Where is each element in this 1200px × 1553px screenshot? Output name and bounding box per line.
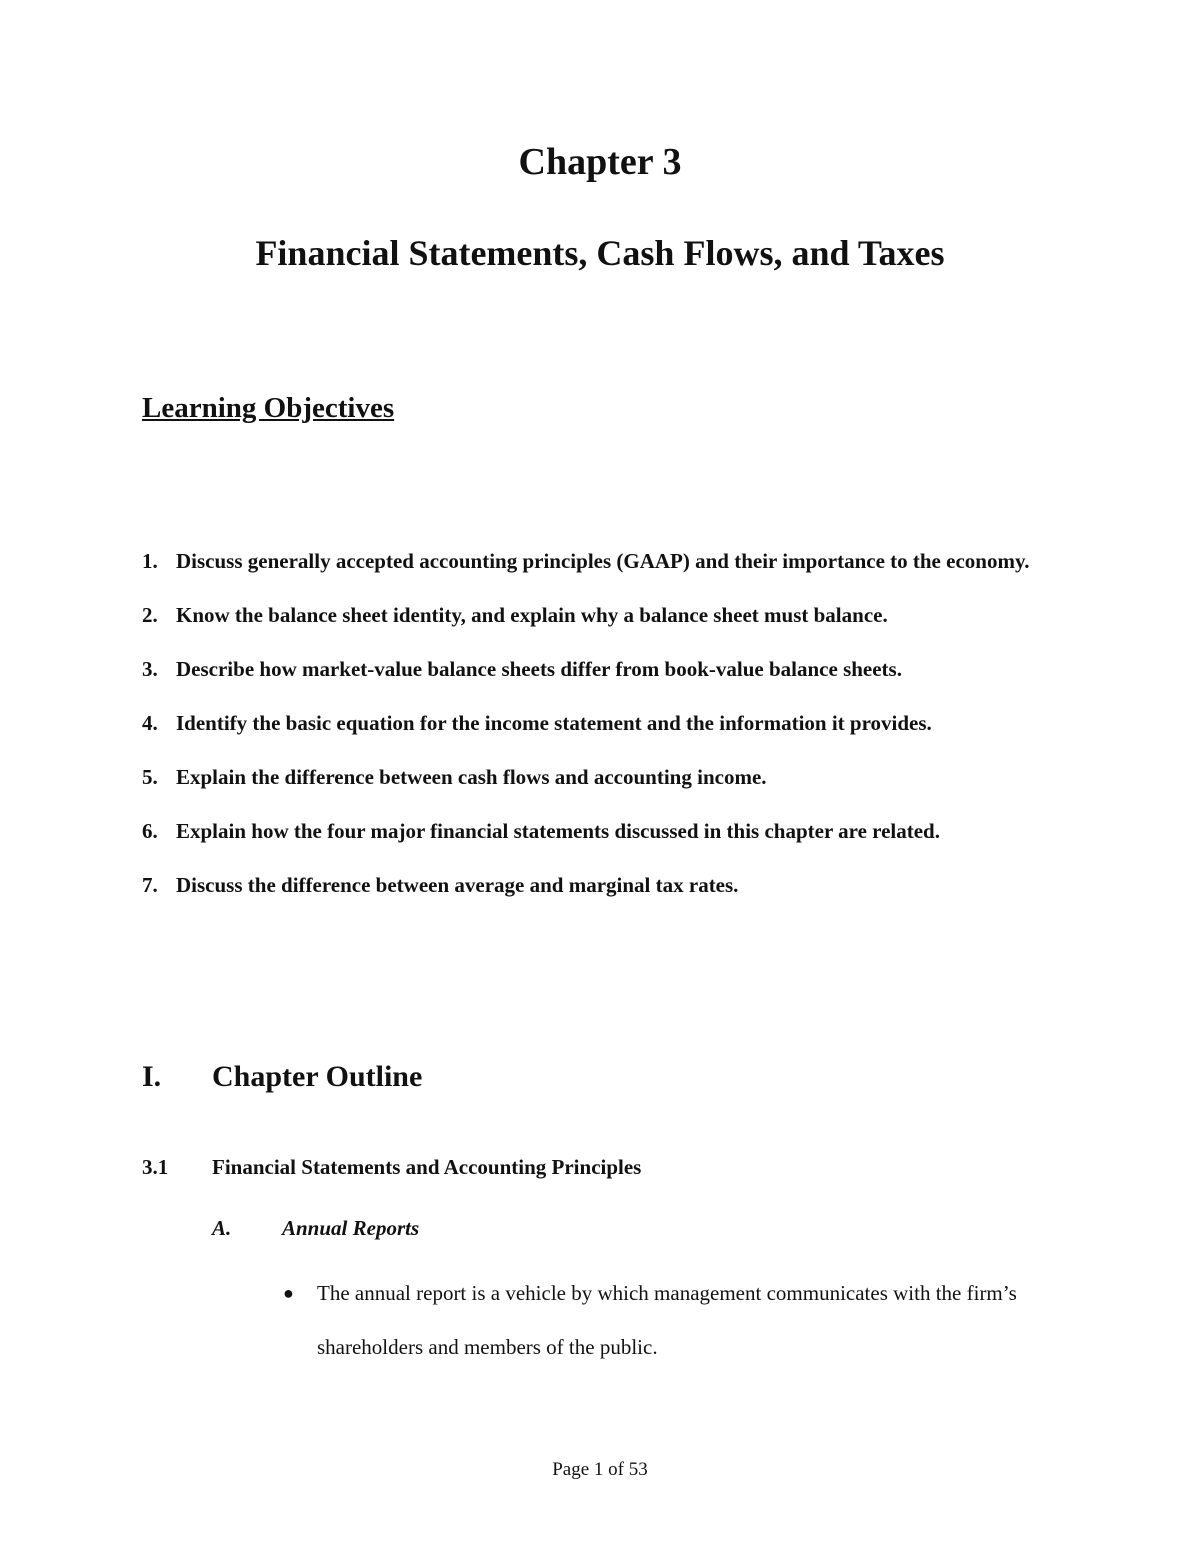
bullet-text: The annual report is a vehicle by which management communicates with the firm’s shareholders and members of the public. xyxy=(317,1281,1017,1359)
learning-objectives-list xyxy=(142,534,1082,912)
learning-objectives-heading: Learning Objectives xyxy=(142,392,395,424)
objective-item xyxy=(142,696,1082,750)
section-number: 3.1 xyxy=(142,1155,169,1179)
objective-number: 5. xyxy=(142,765,158,789)
objective-item xyxy=(142,750,1082,804)
objective-item xyxy=(142,534,1082,588)
outline-roman-numeral: I. xyxy=(142,1060,162,1093)
objective-item xyxy=(142,588,1082,642)
objective-number: 4. xyxy=(142,711,158,735)
subsection-title: Annual Reports xyxy=(282,1216,420,1240)
bullet-item xyxy=(283,1266,1097,1374)
objective-text: Explain the difference between cash flows and accounting income. xyxy=(176,765,767,789)
chapter-title: Financial Statements, Cash Flows, and Taxes xyxy=(255,233,945,273)
subsection-letter: A. xyxy=(212,1216,232,1240)
objective-number: 2. xyxy=(142,603,158,627)
chapter-outline-heading xyxy=(142,1060,422,1094)
objective-number: 1. xyxy=(142,549,158,573)
objective-number: 7. xyxy=(142,873,158,897)
subsection-heading xyxy=(212,1216,419,1241)
objective-item xyxy=(142,858,1082,912)
bullet-icon: ● xyxy=(283,1283,294,1303)
objective-text: Discuss the difference between average and marginal tax rates. xyxy=(176,873,739,897)
objective-text: Describe how market-value balance sheets differ from book-value balance sheets. xyxy=(176,657,902,681)
objective-text: Identify the basic equation for the income statement and the information it provides. xyxy=(176,711,932,735)
objective-text: Know the balance sheet identity, and explain why a balance sheet must balance. xyxy=(176,603,888,627)
page-number-footer: Page 1 of 53 xyxy=(552,1459,648,1480)
objective-text: Discuss generally accepted accounting principles (GAAP) and their importance to the economy. xyxy=(176,549,1030,573)
objective-number: 3. xyxy=(142,657,158,681)
section-title: Financial Statements and Accounting Principles xyxy=(212,1155,642,1179)
objective-item xyxy=(142,642,1082,696)
chapter-number: Chapter 3 xyxy=(518,141,682,183)
outline-heading-text: Chapter Outline xyxy=(212,1060,423,1093)
objective-item xyxy=(142,804,1082,858)
objective-text: Explain how the four major financial statements discussed in this chapter are related. xyxy=(176,819,940,843)
section-heading xyxy=(142,1155,641,1180)
objective-number: 6. xyxy=(142,819,158,843)
